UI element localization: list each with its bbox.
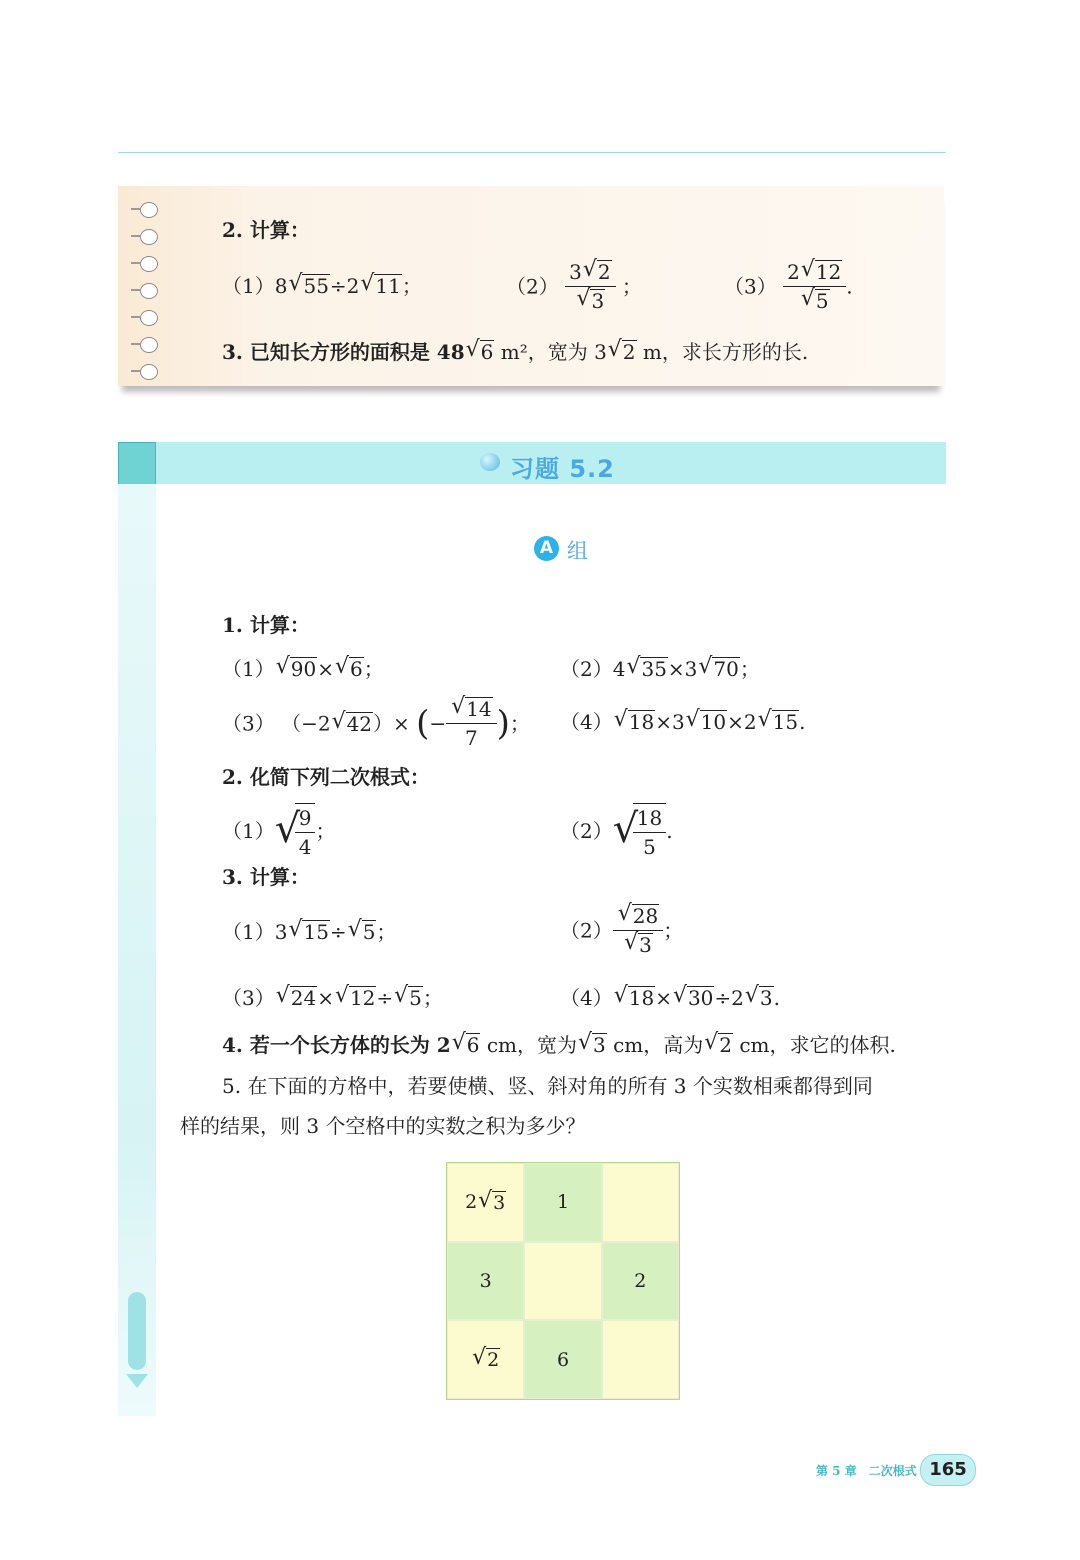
ex1-part3: （3） （−2√ 42）× (− √ $\frac{14}{7}$ )； <box>222 697 530 750</box>
ex3-title: 3. 计算： <box>222 865 310 889</box>
ex3-part3: （3）√ 24×√ 12÷√ 5； <box>222 986 443 1010</box>
ex3-part4: （4）√ 18×√ 30÷2√ 3. <box>560 986 780 1010</box>
practice-q2-title: 2. 计算： <box>222 218 310 242</box>
ex5-line1: 5. 在下面的方格中，若要使横、竖、斜对角的所有 3 个实数相乘都得到同 <box>222 1074 873 1098</box>
ex2-part1: （1） √ $\frac{9}{4}$ ； <box>222 803 335 859</box>
ex1-title: 1. 计算： <box>222 613 310 637</box>
binder-ring <box>140 364 158 380</box>
binder-ring <box>140 337 158 353</box>
ex4: 4. 若一个长方体的长为 2√ 6 cm，宽为√ 3 cm，高为√ 2 cm，求它的体积. <box>222 1033 896 1057</box>
ex5-line2: 样的结果，则 3 个空格中的实数之积为多少？ <box>180 1114 586 1138</box>
practice-q3: 3. 已知长方形的面积是 48√ 6 m²，宽为 3√ 2 m，求长方形的长. <box>222 340 808 364</box>
bullet-icon <box>480 453 500 471</box>
practice-q2-part2: （2） 3√ 2 √ 3 ； <box>506 260 642 313</box>
side-strip <box>118 484 156 1416</box>
magic-square-grid <box>446 1162 680 1400</box>
ex2-part2: （2） √ $\frac{18}{5}$ . <box>560 803 673 859</box>
binder-ring <box>140 229 158 245</box>
group-label: 组 <box>567 539 588 563</box>
grid-cell: 2 √ 3 <box>447 1163 524 1242</box>
practice-q2-part1: （1）8√ 55÷2√ 11； <box>222 274 422 298</box>
grid-cell: 2 <box>602 1242 679 1321</box>
binder-ring <box>140 202 158 218</box>
side-tab <box>128 1292 146 1370</box>
section-title: 习题 5.2 <box>510 455 615 483</box>
binder-ring <box>140 310 158 326</box>
grid-cell: √ 2 <box>447 1320 524 1399</box>
ex3-part2: （2） √ 28 √ 3 ； <box>560 904 683 957</box>
ex2-title: 2. 化简下列二次根式： <box>222 765 430 789</box>
grid-cell-empty <box>602 1163 679 1242</box>
grid-cell-empty <box>602 1320 679 1399</box>
grid-cell: 3 <box>447 1242 524 1321</box>
ex1-part1: （1）√ 90×√ 6； <box>222 657 384 681</box>
footer-chapter: 第 5 章 二次根式 <box>816 1464 917 1478</box>
binder-ring <box>140 283 158 299</box>
group-badge: A <box>534 536 559 561</box>
binder-ring <box>140 256 158 272</box>
grid-cell: 1 <box>524 1163 601 1242</box>
ex3-part1: （1）3√ 15÷√ 5； <box>222 920 396 944</box>
ex1-part2: （2）4√ 35×3√ 70； <box>560 657 760 681</box>
page-number: 165 <box>920 1454 976 1486</box>
section-header-tab <box>118 442 156 486</box>
grid-cell-empty <box>524 1242 601 1321</box>
grid-cell: 6 <box>524 1320 601 1399</box>
ex1-part4: （4）√ 18×3√ 10×2√ 15. <box>560 710 805 734</box>
top-rule <box>118 152 946 153</box>
down-arrow-icon <box>126 1374 148 1388</box>
practice-q2-part3: （3） 2√ 12 √ 5 . <box>724 260 853 313</box>
